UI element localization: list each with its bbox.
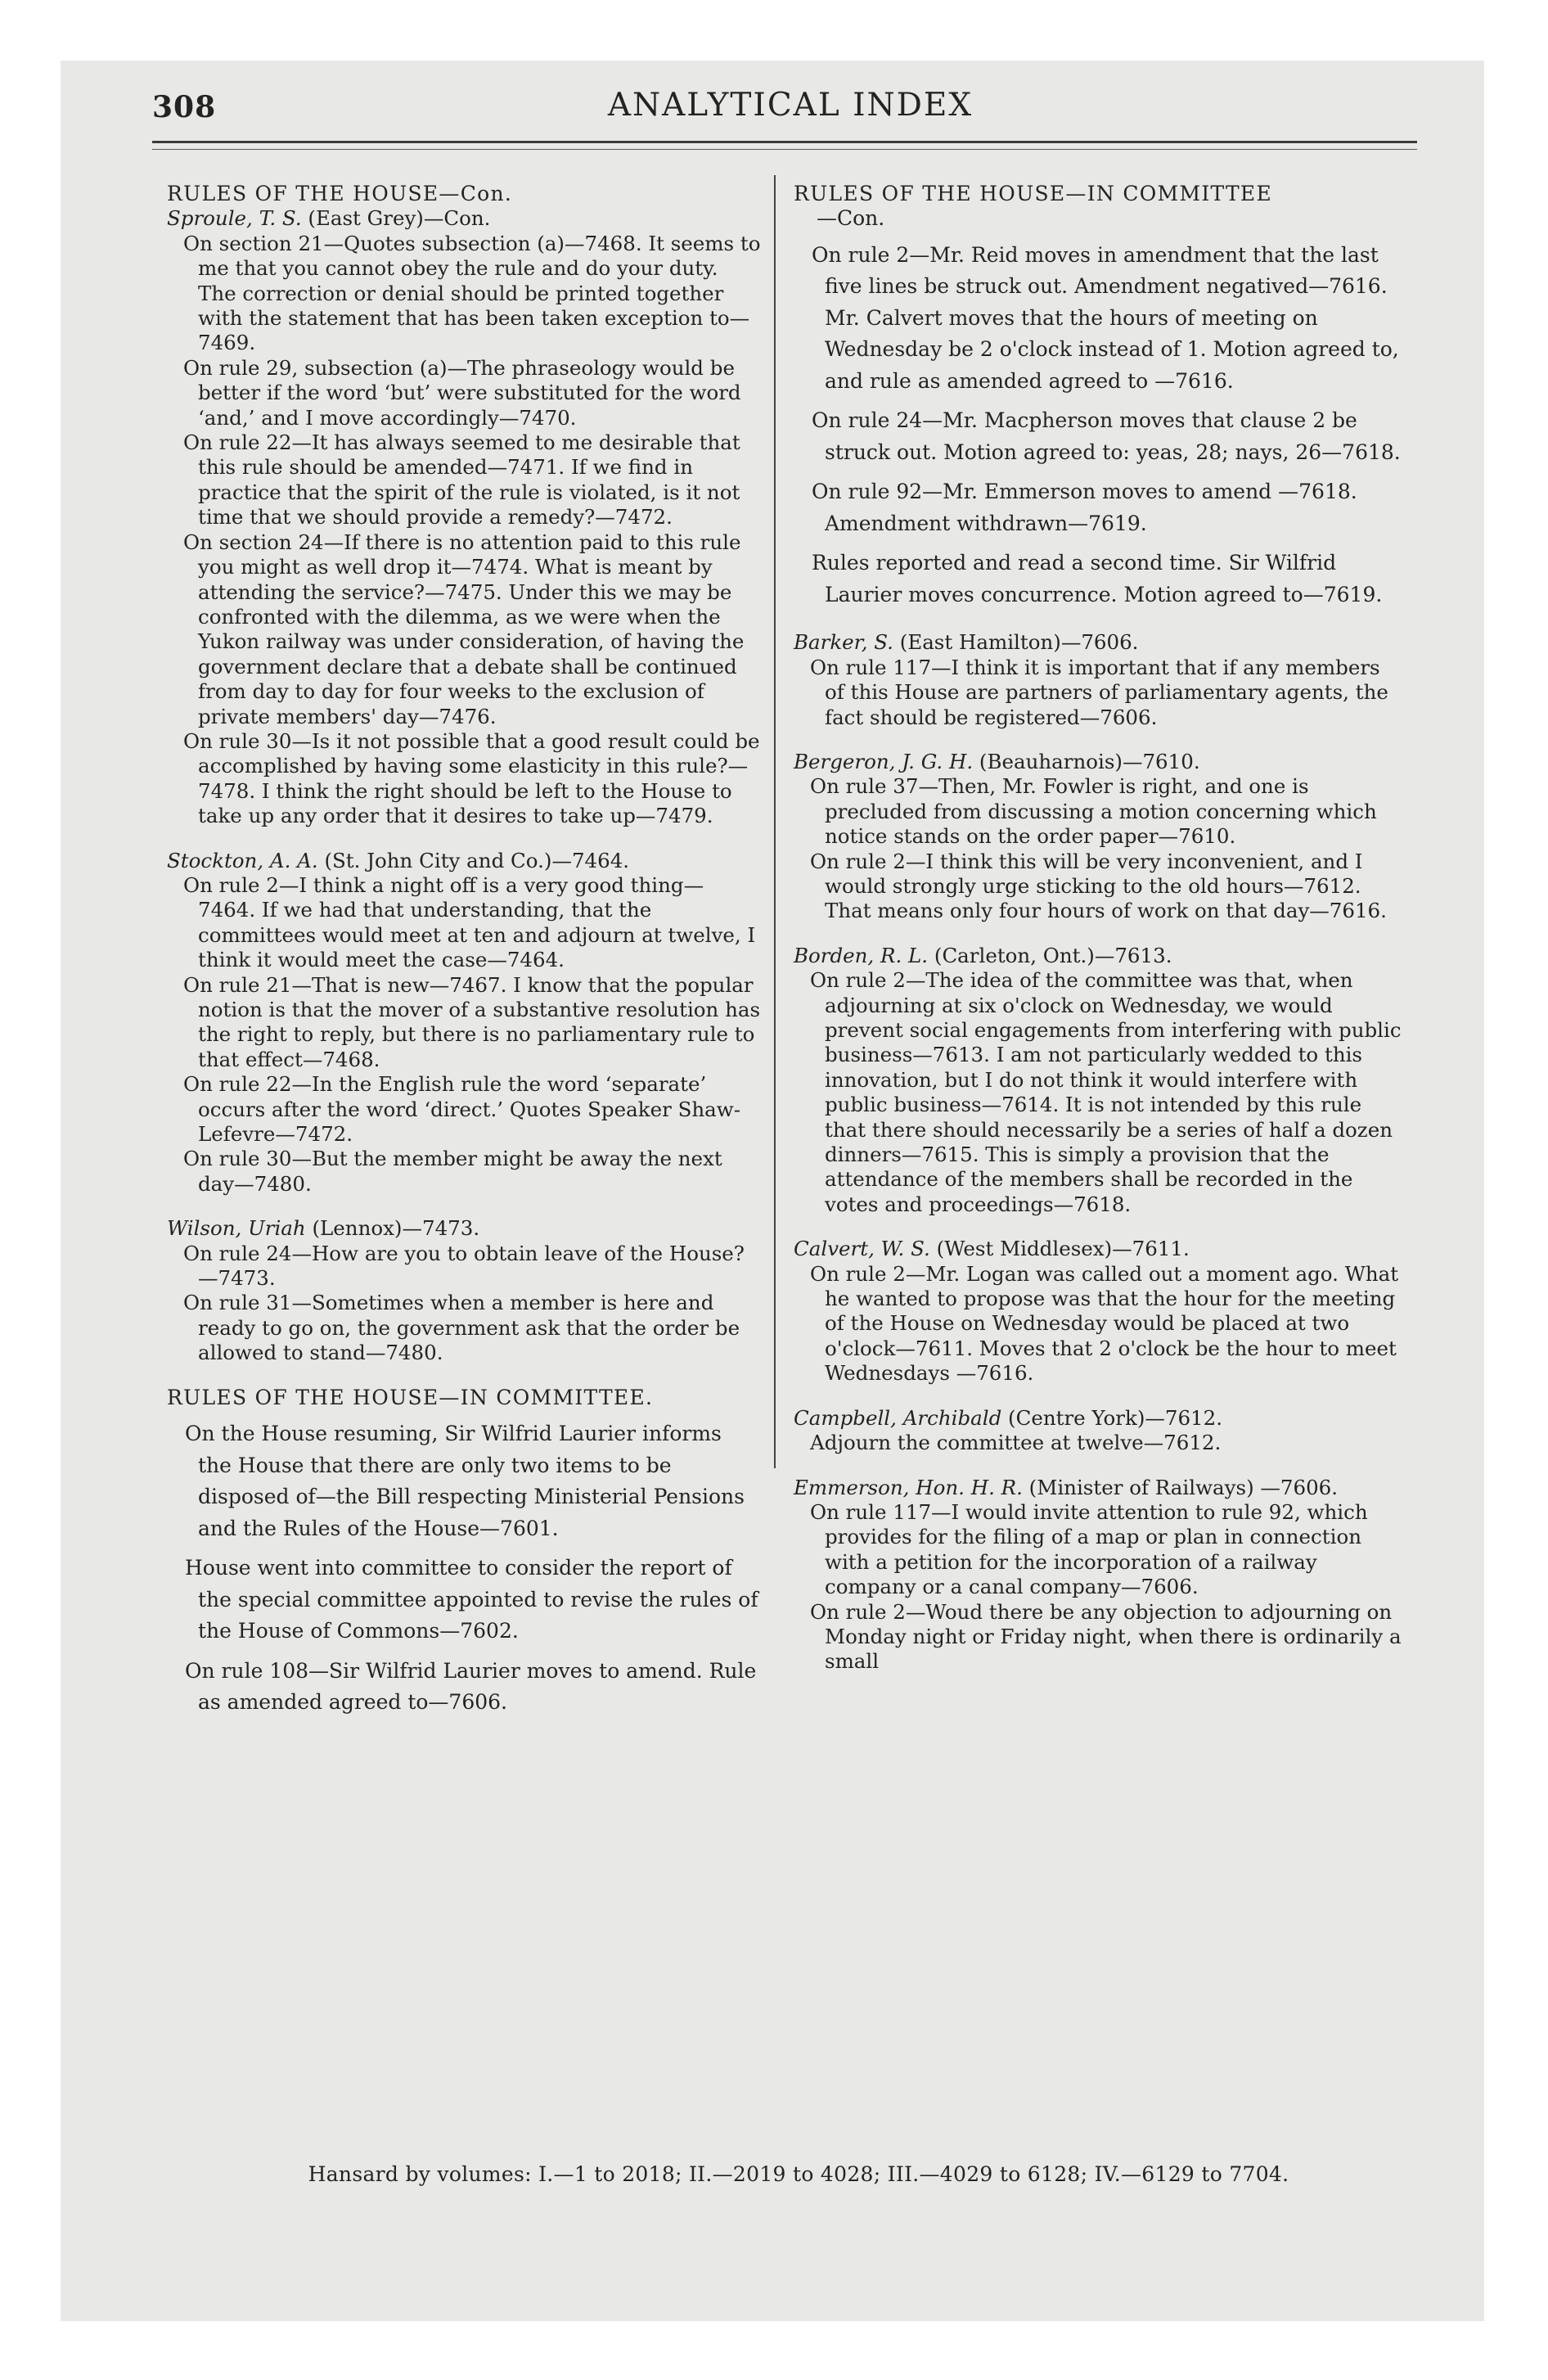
index-entry: On rule 24—How are you to obtain leave of the House?—7473. <box>183 1241 745 1291</box>
committee-paragraph: Rules reported and read a second time. Sir Wilfrid Laurier moves concurrence. Motion agreed to—7619. <box>812 551 1383 606</box>
index-entry: On rule 117—I think it is important that if any members of this House are partners of parliamentary agents, the fact should be registered—7606. <box>810 655 1388 729</box>
speaker-name: Borden, R. L. (Carleton, Ont.)—7613. <box>794 943 1172 967</box>
committee-paragraph: On rule 108—Sir Wilfrid Laurier moves to amend. Rule as amended agreed to—7606. <box>185 1658 757 1715</box>
index-entry: Adjourn the committee at twelve—7612. <box>810 1431 1222 1455</box>
index-entry: On section 24—If there is no attention paid to this rule you might as well drop it—7474. What is meant by attending the service?—7475. Under this we may be confronted with the dilemma, as we were when the Yukon railway was under consideration, of having the government declare that a debate shall be continued from day to day for four weeks to the exclusion of private members' day—7476. <box>183 530 745 728</box>
section-heading: RULES OF THE HOUSE—IN COMMITTEE <box>794 182 1273 205</box>
speaker-block <box>167 206 761 828</box>
page-header <box>0 0 1548 164</box>
index-entry: On rule 30—Is it not possible that a good result could be accomplished by having some elasticity in this rule?—7478. I think the right should be left to the House to take up any order that it desires to take up—7479. <box>183 728 760 828</box>
index-entry: On section 21—Quotes subsection (a)—7468. It seems to me that you cannot obey the rule and do your duty. The correction or denial should be printed together with the statement that has been taken exception to—7469. <box>183 231 761 355</box>
volume-footer: Hansard by volumes: I.—1 to 2018; II.—2019 to 4028; III.—4029 to 6128; IV.—6129 to 7704. <box>308 2162 1289 2186</box>
speaker-block <box>794 630 1402 730</box>
speaker-name: Calvert, W. S. (West Middlesex)—7611. <box>794 1237 1190 1261</box>
committee-paragraph: On the House resuming, Sir Wilfrid Laurier informs the House that there are only two items to be disposed of—the Bill respecting Ministerial Pensions and the Rules of the House—7601. <box>185 1422 745 1540</box>
speaker-block <box>794 1237 1402 1386</box>
speaker-name: Campbell, Archibald (Centre York)—7612. <box>794 1405 1223 1430</box>
index-entry: On rule 2—I think a night off is a very good thing—7464. If we had that understanding, that the committees would meet at ten and adjourn at twelve, I think it would meet the case—7464. <box>183 872 756 972</box>
index-entry: On rule 2—Woud there be any objection to adjourning on Monday night or Friday night, when there is ordinarily a small <box>810 1599 1402 1674</box>
header-rule-thin <box>152 149 1417 150</box>
committee-paragraph: On rule 92—Mr. Emmerson moves to amend —7618. Amendment withdrawn—7619. <box>812 480 1357 535</box>
header-rule <box>152 141 1417 143</box>
index-entry: On rule 30—But the member might be away the next day—7480. <box>183 1147 722 1196</box>
speaker-name: Wilson, Uriah (Lennox)—7473. <box>167 1216 480 1241</box>
section-heading: RULES OF THE HOUSE—IN COMMITTEE. <box>167 1385 654 1409</box>
speaker-block <box>794 944 1402 1217</box>
index-entry: On rule 2—I think this will be very inconvenient, and I would strongly urge sticking to the old hours—7612. That means only four hours of work on that day—7616. <box>810 849 1387 923</box>
index-entry: On rule 22—In the English rule the word ‘separate’ occurs after the word ‘direct.’ Quotes Speaker Shaw-Lefevre—7472. <box>183 1072 740 1147</box>
committee-paragraph: House went into committee to consider the report of the special committee appointed to revise the rules of the House of Commons—7602. <box>185 1556 758 1643</box>
speaker-block <box>167 1216 761 1365</box>
index-entry: On rule 2—Mr. Logan was called out a moment ago. What he wanted to propose was that the hour for the meeting of the House on Wednesday would be placed at two o'clock—7611. Moves that 2 o'clock be the hour to meet Wednesdays —7616. <box>810 1261 1399 1386</box>
right-column <box>794 182 1402 1675</box>
speaker-block <box>794 1476 1402 1675</box>
index-entry: On rule 117—I would invite attention to rule 92, which provides for the filing of a map or plan in connection with a petition for the incorporation of a railway company or a canal company—7606. <box>810 1499 1368 1599</box>
index-entry: On rule 22—It has always seemed to me desirable that this rule should be amended—7471. If we find in practice that the spirit of the rule is violated, is it not time that we should provide a remedy?—7472. <box>183 430 740 530</box>
speaker-name: Emmerson, Hon. H. R. (Minister of Railways) —7606. <box>794 1475 1339 1499</box>
page-number: 308 <box>152 90 217 124</box>
section-heading: RULES OF THE HOUSE—Con. <box>167 182 513 205</box>
speaker-block <box>794 1406 1402 1456</box>
speaker-name: Stockton, A. A. (St. John City and Co.)—7464. <box>167 848 630 872</box>
committee-paragraph: On rule 24—Mr. Macpherson moves that clause 2 be struck out. Motion agreed to: yeas, 28; nays, 26—7618. <box>812 408 1401 464</box>
speaker-block <box>167 849 761 1197</box>
index-entry: On rule 37—Then, Mr. Fowler is right, and one is precluded from discussing a motion concerning which notice stands on the order paper—7610. <box>810 774 1377 849</box>
index-entry: On rule 21—That is new—7467. I know that the popular notion is that the mover of a substantive resolution has the right to reply, but there is no parliamentary rule to that effect—7468. <box>183 972 761 1071</box>
page-title: ANALYTICAL INDEX <box>607 87 974 124</box>
committee-paragraph: On rule 2—Mr. Reid moves in amendment that the last five lines be struck out. Amendment negatived—7616. Mr. Calvert moves that the hours of meeting on Wednesday be 2 o'clock instead of 1. Motion agreed to, and rule as amended agreed to —7616. <box>812 242 1399 393</box>
index-entry: On rule 2—The idea of the committee was that, when adjourning at six o'clock on Wednesday, we would prevent social engagements from interfering with public business—7613. I am not particularly wedded to this innovation, but I do not think it would interfere with public business—7614. It is not intended by this rule that there should necessarily be a series of half a dozen dinners—7615. This is simply a provision that the attendance of the members shall be recorded in the votes and proceedings—7618. <box>810 968 1402 1216</box>
left-column <box>167 182 761 1719</box>
speaker-block <box>794 750 1402 924</box>
section-heading-cont: —Con. <box>817 206 885 231</box>
speaker-name: Barker, S. (East Hamilton)—7606. <box>794 630 1139 655</box>
column-divider <box>774 175 776 1468</box>
index-entry: On rule 29, subsection (a)—The phraseology would be better if the word ‘but’ were substituted for the word ‘and,’ and I move accordingly—7470. <box>183 355 741 430</box>
speaker-name: Sproule, T. S. (East Grey)—Con. <box>167 206 491 231</box>
index-entry: On rule 31—Sometimes when a member is here and ready to go on, the government ask that the order be allowed to stand—7480. <box>183 1291 740 1365</box>
speaker-name: Bergeron, J. G. H. (Beauharnois)—7610. <box>794 749 1200 773</box>
